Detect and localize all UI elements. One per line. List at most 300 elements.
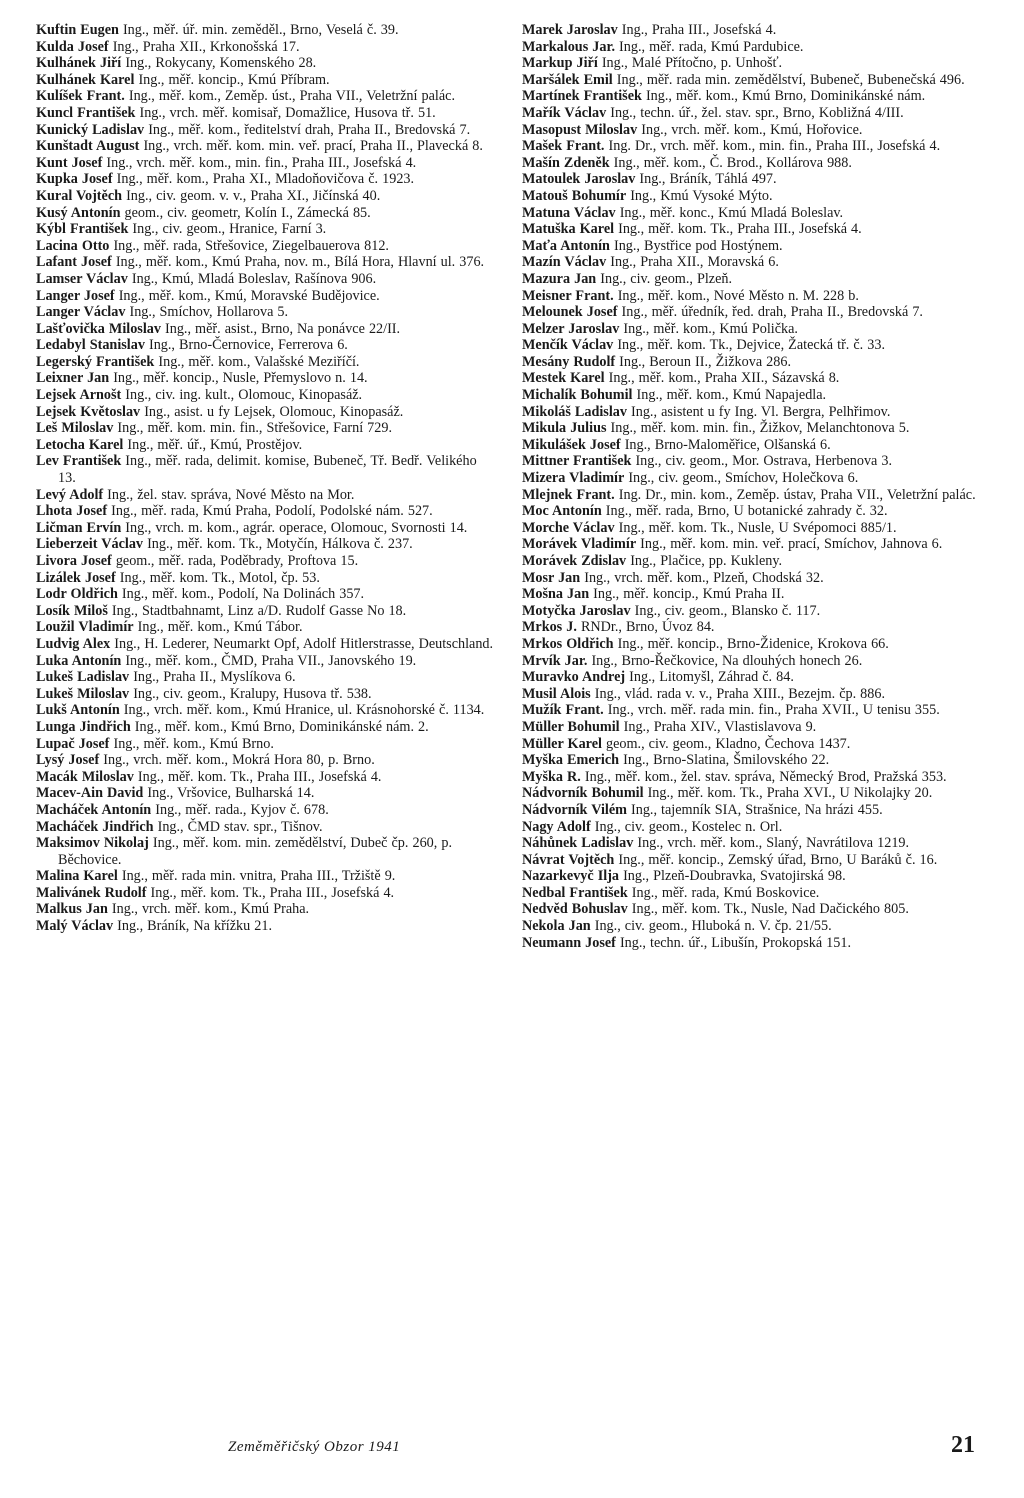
directory-entry: [522, 785, 988, 802]
entry-name: Macháček Antonín: [36, 801, 152, 818]
left-column: [36, 22, 498, 935]
directory-entry: [36, 420, 498, 437]
directory-entry: [36, 188, 498, 205]
entry-name: Neumann Josef: [522, 934, 616, 951]
entry-name: Muravko Andrej: [522, 669, 626, 686]
entry-details: Ing., měř. rada, delimit. komise, Bubeneč, Tř. Bedř. Velikého 13.: [58, 453, 477, 487]
entry-name: Losík Miloš: [36, 602, 108, 619]
directory-entry: [522, 387, 988, 404]
entry-details: Ing., měř. kom., Praha XI., Mladoňovičova č. 1923.: [116, 171, 415, 188]
entry-details: Ing., Praha XII., Krkonošská 17.: [112, 38, 300, 55]
directory-entry: [522, 802, 988, 819]
directory-entry: [522, 288, 988, 305]
directory-entry: [522, 404, 988, 421]
entry-details: Ing., měř. rada, Střešovice, Ziegelbauerova 812.: [113, 237, 389, 254]
right-column: [522, 22, 988, 951]
entry-name: Lamser Václav: [36, 270, 128, 287]
directory-entry: [36, 155, 498, 172]
entry-name: Návrat Vojtěch: [522, 851, 615, 868]
entry-details: Ing., Praha II., Myslíkova 6.: [133, 669, 296, 686]
directory-entry: [522, 55, 988, 72]
entry-name: Lunga Jindřich: [36, 718, 131, 735]
directory-entry: [522, 702, 988, 719]
entry-name: Lukeš Ladislav: [36, 669, 130, 686]
directory-entry: [36, 205, 498, 222]
entry-name: Kural Vojtěch: [36, 187, 123, 204]
entry-details: Ing., měř. úř., Kmú, Prostějov.: [127, 436, 303, 453]
entry-name: Langer Václav: [36, 304, 126, 321]
entry-name: Nádvorník Bohumil: [522, 785, 644, 802]
entry-details: Ing., asistent u fy Ing. Vl. Bergra, Pelhřimov.: [631, 403, 891, 420]
entry-name: Kunt Josef: [36, 154, 103, 171]
directory-entry: [522, 636, 988, 653]
entry-name: Langer Josef: [36, 287, 115, 304]
entry-details: Ing., měř. kom., Podolí, Na Dolinách 357.: [121, 586, 365, 603]
entry-details: Ing., měř. kom., ředitelství drah, Praha II., Bredovská 7.: [148, 121, 471, 138]
directory-entry: [36, 354, 498, 371]
entry-name: Mesány Rudolf: [522, 353, 616, 370]
entry-details: Ing., Beroun II., Žižkova 286.: [619, 353, 791, 370]
entry-details: Ing., měř. kom. min. fin., Střešovice, Farní 729.: [117, 420, 393, 437]
entry-details: Ing., civ. geom., Kostelec n. Orl.: [594, 818, 783, 835]
entry-details: Ing., civ. ing. kult., Olomouc, Kinopasáž.: [125, 387, 363, 404]
directory-entry: [522, 719, 988, 736]
entry-details: Ing., vrch. měř. kom., Mokrá Hora 80, p. Brno.: [103, 752, 375, 769]
entry-details: Ing., Stadtbahnamt, Linz a/D. Rudolf Gasse No 18.: [111, 602, 407, 619]
entry-name: Mrkos J.: [522, 619, 577, 636]
entry-name: Mrvík Jar.: [522, 652, 588, 669]
entry-details: Ing., tajemník SIA, Strašnice, Na hrázi 455.: [631, 801, 883, 818]
directory-entry: [522, 420, 988, 437]
directory-entry: [36, 39, 498, 56]
entry-details: Ing., Smíchov, Hollarova 5.: [129, 304, 289, 321]
directory-entry: [36, 653, 498, 670]
entry-name: Malý Václav: [36, 918, 114, 935]
entry-details: Ing., civ. geom., Hranice, Farní 3.: [132, 221, 327, 238]
entry-name: Kuftin Eugen: [36, 22, 119, 38]
directory-entry: [522, 238, 988, 255]
entry-name: Nedbal František: [522, 884, 628, 901]
entry-name: Marek Jaroslav: [522, 22, 618, 38]
directory-entry: [36, 835, 498, 868]
entry-name: Mosr Jan: [522, 569, 581, 586]
entry-details: Ing., měř. koncip., Nusle, Přemyslovo n. 14.: [113, 370, 368, 387]
entry-details: Ing., vrch. měř. kom., min. fin., Praha III., Josefská 4.: [106, 154, 417, 171]
entry-details: Ing., měř. rada, Kmú Boskovice.: [631, 884, 820, 901]
entry-details: Ing., Brno-Černovice, Ferrerova 6.: [148, 337, 348, 354]
entry-name: Letocha Karel: [36, 436, 124, 453]
directory-entry: [36, 337, 498, 354]
directory-entry: [522, 188, 988, 205]
directory-entry: [522, 885, 988, 902]
directory-entry: [36, 437, 498, 454]
entry-details: Ing., měř. kom. Tk., Motyčín, Hálkova č. 237.: [147, 536, 413, 553]
entry-name: Myška R.: [522, 768, 581, 785]
entry-details: Ing., Praha III., Josefská 4.: [621, 22, 777, 38]
entry-details: RNDr., Brno, Úvoz 84.: [580, 619, 715, 636]
directory-entry: [522, 271, 988, 288]
entry-name: Lupač Josef: [36, 735, 110, 752]
entry-name: Markalous Jar.: [522, 38, 615, 55]
entry-details: Ing., Praha XIV., Vlastislavova 9.: [623, 718, 817, 735]
directory-entry: [36, 885, 498, 902]
entry-details: Ing., techn. úř., Libušín, Prokopská 151.: [619, 934, 852, 951]
entry-details: Ing., měř. kom., Kmú Brno, Dominikánské nám. 2.: [134, 718, 429, 735]
entry-name: Macák Miloslav: [36, 768, 134, 785]
entry-details: Ing., měř. kom., Kmú Napajedla.: [636, 387, 827, 404]
entry-details: Ing., měř. kom. Tk., Praha III., Josefská 4.: [618, 221, 862, 238]
directory-entry: [36, 88, 498, 105]
entry-name: Náhůnek Ladislav: [522, 835, 634, 852]
directory-entry: [36, 918, 498, 935]
entry-details: Ing., měř. kom. Tk., Nusle, U Svépomoci 885/1.: [618, 519, 897, 536]
entry-details: geom., civ. geom., Kladno, Čechova 1437.: [606, 735, 851, 752]
entry-name: Kusý Antonín: [36, 204, 121, 221]
entry-details: Ing., měř. koncip., Zemský úřad, Brno, U Baráků č. 16.: [618, 851, 938, 868]
entry-details: Ing., měř. asist., Brno, Na ponávce 22/II.: [165, 320, 401, 337]
directory-entry: [36, 105, 498, 122]
entry-details: Ing., civ. geom. v. v., Praha XI., Jičínská 40.: [126, 187, 381, 204]
entry-details: Ing., měř. kom. min. zemědělství, Dubeč čp. 260, p. Běchovice.: [58, 835, 452, 868]
journal-footer: Zeměměřičský Obzor 1941: [228, 1439, 401, 1455]
page-number: 21: [951, 1432, 975, 1458]
entry-name: Melounek Josef: [522, 304, 618, 321]
entry-details: Ing., měř. kom., Kmú Brno.: [113, 735, 274, 752]
directory-entry: [36, 22, 498, 39]
directory-entry: [36, 553, 498, 570]
directory-entry: [36, 536, 498, 553]
directory-entry: [522, 254, 988, 271]
entry-name: Motyčka Jaroslav: [522, 602, 631, 619]
directory-entry: [522, 321, 988, 338]
entry-details: Ing., měř. kom., Kmú Tábor.: [137, 619, 303, 636]
directory-entry: [36, 868, 498, 885]
entry-name: Lhota Josef: [36, 503, 108, 520]
entry-details: Ing., Malé Přítočno, p. Unhošť.: [601, 55, 783, 72]
directory-entry: [522, 835, 988, 852]
directory-entry: [522, 122, 988, 139]
directory-entry: [36, 802, 498, 819]
entry-details: Ing., měř. kom., Kmú, Moravské Budějovice.: [118, 287, 380, 304]
entry-details: Ing., vrch. měř. kom., Slaný, Navrátilova 1219.: [637, 835, 910, 852]
entry-name: Kulda Josef: [36, 38, 109, 55]
entry-details: Ing., Bystřice pod Hostýnem.: [613, 237, 783, 254]
entry-name: Matoulek Jaroslav: [522, 171, 636, 188]
entry-name: Kunštadt August: [36, 138, 140, 155]
directory-entry: [522, 736, 988, 753]
directory-entry: [522, 304, 988, 321]
entry-name: Macháček Jindřich: [36, 818, 154, 835]
entry-details: Ing., měř. rada, Brno, U botanické zahrady č. 32.: [605, 503, 888, 520]
directory-entry: [522, 901, 988, 918]
entry-details: Ing., měř. úředník, řed. drah, Praha II., Bredovská 7.: [621, 304, 923, 321]
directory-entry: [522, 503, 988, 520]
entry-name: Lejsek Arnošt: [36, 387, 122, 404]
directory-entry: [522, 487, 988, 504]
directory-entry: [36, 404, 498, 421]
entry-name: Mazín Václav: [522, 254, 607, 271]
directory-entry: [36, 669, 498, 686]
entry-details: Ing., vrch. m. kom., agrár. operace, Olomouc, Svornosti 14.: [125, 519, 468, 536]
directory-entry: [522, 354, 988, 371]
entry-name: Maťa Antonín: [522, 237, 610, 254]
entry-name: Lev František: [36, 453, 122, 470]
entry-details: Ing., měř. kom., Kmú Polička.: [623, 320, 798, 337]
entry-name: Mašín Zdeněk: [522, 154, 610, 171]
directory-entry: [36, 288, 498, 305]
entry-name: Leixner Jan: [36, 370, 110, 387]
entry-details: Ing., měř. kom. min. fin., Žižkov, Melanchtonova 5.: [610, 420, 910, 437]
entry-name: Mestek Karel: [522, 370, 605, 387]
entry-details: geom., měř. rada, Poděbrady, Proftova 15.: [115, 553, 359, 569]
directory-entry: [522, 105, 988, 122]
directory-entry: [522, 138, 988, 155]
entry-name: Matouš Bohumír: [522, 187, 627, 204]
entry-name: Mikulášek Josef: [522, 436, 621, 453]
directory-entry: [36, 370, 498, 387]
entry-name: Matuna Václav: [522, 204, 616, 221]
entry-name: Mlejnek Frant.: [522, 486, 615, 503]
entry-name: Lieberzeit Václav: [36, 536, 144, 553]
entry-name: Müller Bohumil: [522, 718, 620, 735]
directory-entry: [522, 155, 988, 172]
entry-details: Ing., měř. konc., Kmú Mladá Boleslav.: [619, 204, 844, 221]
directory-entry: [522, 520, 988, 537]
entry-details: Ing., Brno-Slatina, Šmilovského 22.: [623, 752, 830, 769]
directory-entry: [522, 470, 988, 487]
entry-name: Menčík Václav: [522, 337, 614, 354]
entry-name: Morávek Vladimír: [522, 536, 637, 553]
entry-name: Ledabyl Stanislav: [36, 337, 145, 354]
directory-entry: [522, 669, 988, 686]
directory-entry: [36, 901, 498, 918]
directory-entry: [522, 752, 988, 769]
directory-entry: [522, 918, 988, 935]
entry-name: Mazura Jan: [522, 270, 597, 287]
entry-details: Ing., Rokycany, Komenského 28.: [125, 55, 317, 72]
entry-details: Ing., měř. kom., Nové Město n. M. 228 b.: [617, 287, 859, 304]
entry-name: Malina Karel: [36, 868, 118, 885]
entry-name: Nazarkevyč Ilja: [522, 868, 620, 885]
entry-details: Ing. Dr., vrch. měř. kom., min. fin., Praha III., Josefská 4.: [608, 138, 941, 155]
entry-details: Ing., civ. geom., Smíchov, Holečkova 6.: [628, 470, 859, 487]
directory-entry: [36, 636, 498, 653]
entry-name: Nekola Jan: [522, 918, 591, 935]
entry-details: Ing., měř. kom., Kmú Brno, Dominikánské nám.: [645, 88, 926, 105]
entry-name: Malivánek Rudolf: [36, 884, 147, 901]
directory-entry: [36, 686, 498, 703]
directory-entry: [522, 686, 988, 703]
entry-name: Kupka Josef: [36, 171, 113, 188]
entry-details: Ing., měř. kom., žel. stav. správa, Německý Brod, Pražská 353.: [584, 768, 947, 785]
entry-name: Mrkos Oldřich: [522, 635, 614, 652]
entry-name: Masopust Miloslav: [522, 121, 638, 138]
directory-entry: [522, 205, 988, 222]
directory-entry: [36, 55, 498, 72]
directory-entry: [36, 238, 498, 255]
entry-details: Ing., ČMD stav. spr., Tišnov.: [157, 818, 323, 835]
entry-details: Ing., měř. rada min. vnitra, Praha III., Tržiště 9.: [121, 868, 396, 885]
directory-entry: [522, 586, 988, 603]
entry-details: Ing., měř. koncip., Kmú Příbram.: [138, 71, 330, 88]
entry-details: Ing., měř. rada, Kmú Praha, Podolí, Podolské nám. 527.: [111, 503, 433, 520]
entry-name: Mařík Václav: [522, 104, 607, 121]
directory-entry: [522, 221, 988, 238]
entry-name: Mužík Frant.: [522, 702, 604, 719]
directory-entry: [36, 387, 498, 404]
entry-details: Ing., Plzeň-Doubravka, Svatojirská 98.: [623, 868, 846, 885]
directory-entry: [36, 171, 498, 188]
directory-entry: [36, 254, 498, 271]
directory-entry: [522, 453, 988, 470]
entry-details: Ing., Plačice, pp. Kukleny.: [630, 553, 783, 569]
entry-name: Martínek František: [522, 88, 642, 105]
directory-entry: [36, 819, 498, 836]
entry-details: Ing., vrch. měř. kom., Kmú, Hořovice.: [641, 121, 863, 138]
directory-entry: [36, 736, 498, 753]
entry-name: Matuška Karel: [522, 221, 615, 238]
entry-name: Melzer Jaroslav: [522, 320, 620, 337]
directory-entry: [522, 819, 988, 836]
entry-name: Michalík Bohumil: [522, 387, 633, 404]
entry-name: Malkus Jan: [36, 901, 108, 918]
directory-entry: [36, 221, 498, 238]
entry-name: Nagy Adolf: [522, 818, 591, 835]
entry-details: Ing., měř. kom. Tk., Motol, čp. 53.: [119, 569, 320, 586]
directory-entry: [522, 437, 988, 454]
entry-name: Macev-Ain David: [36, 785, 144, 802]
directory-entry: [36, 769, 498, 786]
entry-name: Lukeš Miloslav: [36, 685, 130, 702]
directory-entry: [522, 868, 988, 885]
directory-entry: [522, 603, 988, 620]
directory-entry: [522, 370, 988, 387]
entry-details: Ing. Dr., min. kom., Zeměp. ústav, Praha VII., Veletržní palác.: [618, 486, 976, 503]
entry-details: geom., civ. geometr, Kolín I., Zámecká 85.: [124, 204, 371, 221]
entry-name: Mašek Frant.: [522, 138, 605, 155]
entry-name: Mittner František: [522, 453, 632, 470]
entry-name: Lafant Josef: [36, 254, 112, 271]
entry-details: Ing., vrch. měř. komisař, Domažlice, Husova tř. 51.: [139, 104, 436, 121]
directory-entry: [36, 321, 498, 338]
entry-details: Ing., žel. stav. správa, Nové Město na Mor.: [107, 486, 355, 503]
entry-details: Ing., Brno-Maloměřice, Olšanská 6.: [624, 436, 831, 453]
directory-entry: [36, 304, 498, 321]
directory-entry: [522, 72, 988, 89]
directory-entry: [36, 271, 498, 288]
entry-details: Ing., měř. kom. Tk., Dejvice, Žatecká tř. č. 33.: [617, 337, 886, 354]
directory-entry: [36, 702, 498, 719]
entry-name: Legerský František: [36, 353, 155, 370]
entry-details: Ing., Vršovice, Bulharská 14.: [147, 785, 315, 802]
entry-details: Ing., vrch. měř. kom., Kmú Hranice, ul. Krásnohorské č. 1134.: [123, 702, 485, 719]
entry-details: Ing., měř. úř. min. zeměděl., Brno, Veselá č. 39.: [122, 22, 399, 38]
directory-entry: [36, 72, 498, 89]
entry-name: Müller Karel: [522, 735, 602, 752]
entry-details: Ing., měř. rada min. zemědělství, Bubeneč, Bubenečská 496.: [616, 71, 965, 88]
directory-entry: [36, 719, 498, 736]
entry-name: Lašťovička Miloslav: [36, 320, 161, 337]
directory-entry: [36, 138, 498, 155]
entry-details: Ing., měř. kom., Č. Brod., Kollárova 988.: [613, 154, 852, 171]
entry-name: Ličman Ervín: [36, 519, 122, 536]
entry-details: Ing., Bráník, Táhlá 497.: [639, 171, 777, 188]
entry-details: Ing., měř. kom., Kmú Praha, nov. m., Bílá Hora, Hlavní ul. 376.: [115, 254, 485, 271]
entry-name: Kulhánek Karel: [36, 71, 135, 88]
entry-details: Ing., měř. kom. Tk., Praha XVI., U Nikolajky 20.: [647, 785, 933, 802]
entry-details: Ing., civ. geom., Hluboká n. V. čp. 21/55.: [594, 918, 832, 935]
directory-entry: [36, 603, 498, 620]
entry-details: Ing., civ. geom., Kralupy, Husova tř. 538.: [133, 685, 372, 702]
directory-entry: [36, 785, 498, 802]
entry-details: Ing., měř. kom. Tk., Praha III., Josefská 4.: [137, 768, 382, 785]
directory-entry: [36, 122, 498, 139]
entry-details: Ing., vlád. rada v. v., Praha XIII., Bezejm. čp. 886.: [594, 685, 886, 702]
entry-name: Mošna Jan: [522, 586, 590, 603]
entry-name: Lejsek Květoslav: [36, 403, 141, 420]
directory-entry: [36, 586, 498, 603]
entry-name: Musil Alois: [522, 685, 591, 702]
entry-details: Ing., Kmú Vysoké Mýto.: [630, 187, 773, 204]
entry-details: Ing., civ. geom., Plzeň.: [600, 270, 733, 287]
entry-name: Kuncl František: [36, 104, 136, 121]
entry-name: Lukš Antonín: [36, 702, 120, 719]
directory-entry: [522, 619, 988, 636]
entry-name: Maršálek Emil: [522, 71, 613, 88]
directory-entry: [36, 570, 498, 587]
entry-details: Ing., civ. geom., Mor. Ostrava, Herbenova 3.: [635, 453, 893, 470]
entry-name: Mikula Julius: [522, 420, 607, 437]
entry-name: Loužil Vladimír: [36, 619, 134, 636]
entry-name: Levý Adolf: [36, 486, 104, 503]
entry-name: Mizera Vladimír: [522, 470, 625, 487]
entry-name: Morche Václav: [522, 519, 615, 536]
entry-name: Lysý Josef: [36, 752, 100, 769]
entry-details: Ing., měř. rada., Kyjov č. 678.: [155, 801, 329, 818]
directory-entry: [36, 752, 498, 769]
directory-entry: [522, 653, 988, 670]
entry-details: Ing., vrch. měř. kom., Kmú Praha.: [111, 901, 310, 918]
entry-details: Ing., civ. geom., Blansko č. 117.: [634, 602, 821, 619]
directory-entry: [522, 769, 988, 786]
entry-details: Ing., měř. rada, Kmú Pardubice.: [619, 38, 804, 55]
entry-name: Kýbl František: [36, 221, 129, 238]
directory-entry: [36, 619, 498, 636]
entry-name: Leš Miloslav: [36, 420, 114, 437]
entry-details: Ing., asist. u fy Lejsek, Olomouc, Kinopasáž.: [144, 403, 404, 420]
directory-entry: [36, 453, 498, 486]
entry-name: Meisner Frant.: [522, 287, 614, 304]
entry-name: Kulíšek Frant.: [36, 88, 125, 105]
entry-name: Luka Antonín: [36, 652, 122, 669]
entry-details: Ing., měř. kom., Praha XII., Sázavská 8.: [608, 370, 840, 387]
entry-name: Nádvorník Vilém: [522, 801, 627, 818]
directory-entry: [522, 88, 988, 105]
directory-entry: [522, 553, 988, 570]
entry-details: Ing., měř. koncip., Kmú Praha II.: [593, 586, 785, 603]
directory-entry: [522, 39, 988, 56]
entry-details: Ing., měř. kom. Tk., Nusle, Nad Dačického 805.: [631, 901, 909, 918]
entry-details: Ing., měř. koncip., Brno-Židenice, Krokova 66.: [617, 635, 889, 652]
directory-entry: [522, 22, 988, 39]
entry-name: Kunický Ladislav: [36, 121, 145, 138]
entry-name: Livora Josef: [36, 553, 112, 569]
directory-entry: [522, 337, 988, 354]
entry-details: Ing., Litomyšl, Záhrad č. 84.: [629, 669, 794, 686]
directory-entry: [522, 570, 988, 587]
entry-details: Ing., techn. úř., žel. stav. spr., Brno, Kobližná 4/III.: [610, 104, 904, 121]
entry-name: Nedvěd Bohuslav: [522, 901, 628, 918]
